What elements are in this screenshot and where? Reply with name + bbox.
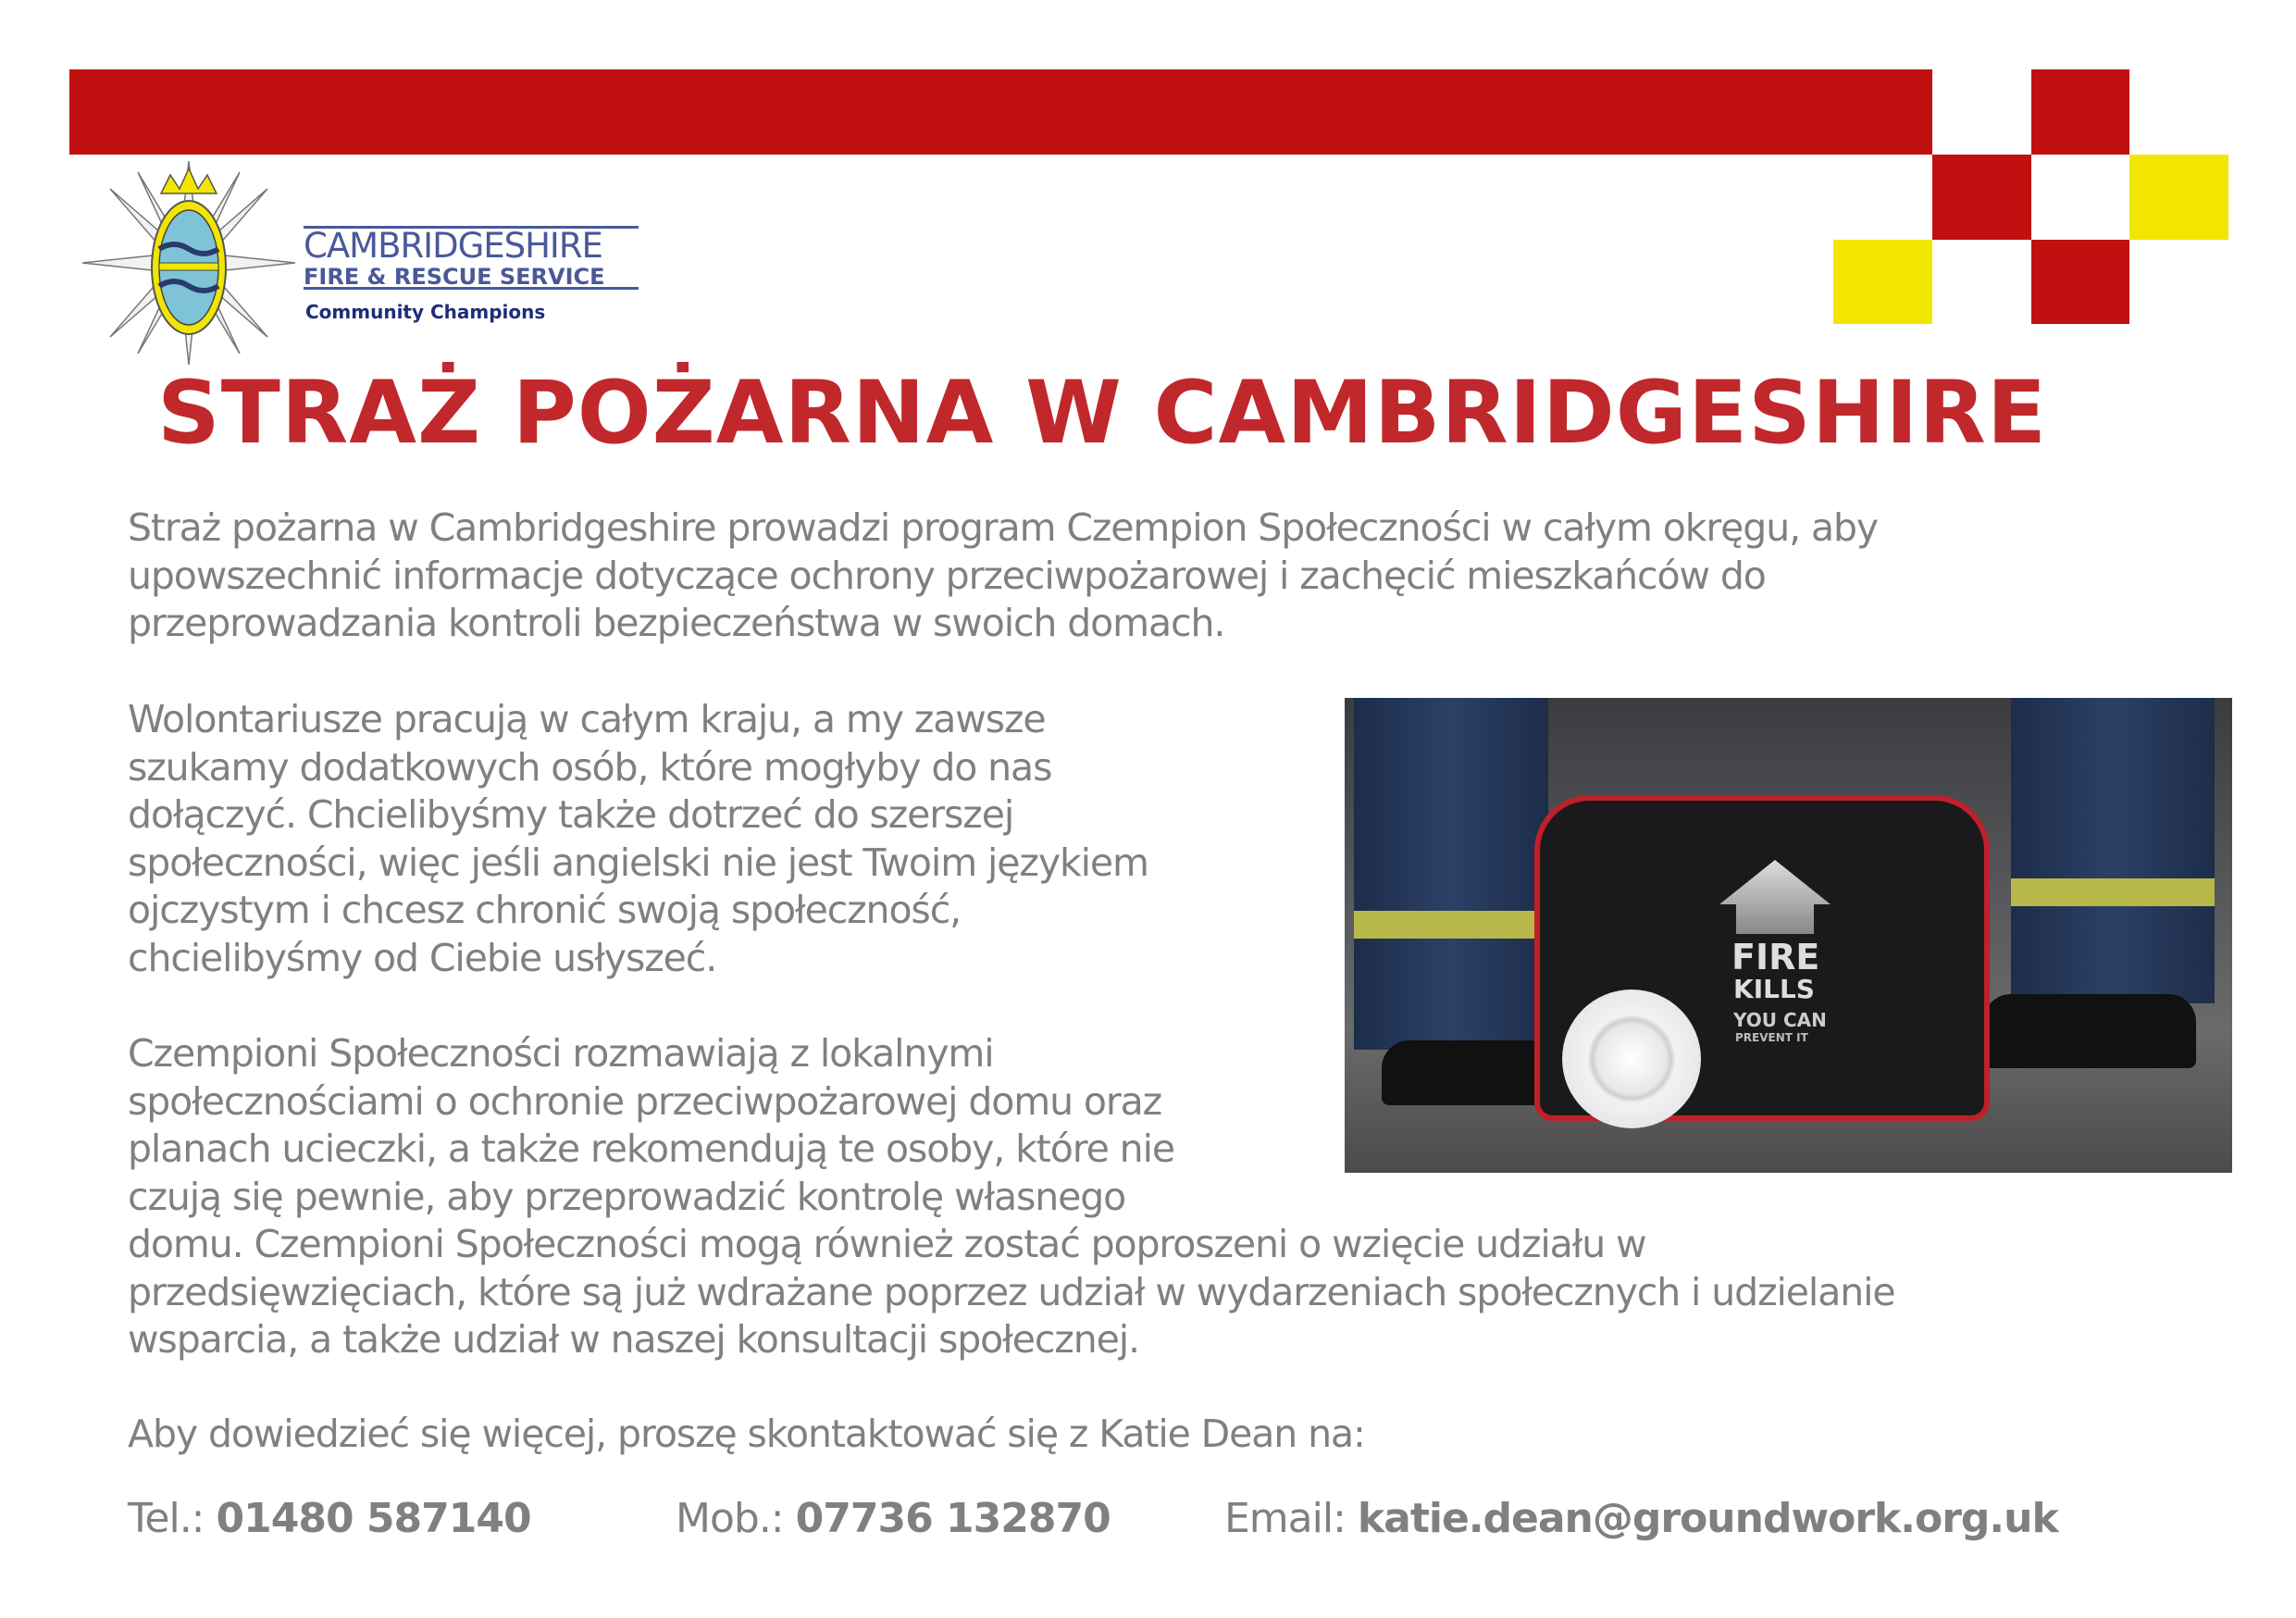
- text-line: szukamy dodatkowych osób, które mogłyby do nas: [128, 744, 1052, 790]
- contact-phone: [128, 1495, 531, 1542]
- contact-email: [1224, 1495, 2058, 1542]
- text-line: przeprowadzania kontroli bezpieczeństwa w swoich domach.: [128, 601, 1225, 645]
- mobile-number[interactable]: 07736 132870: [795, 1495, 1111, 1542]
- logo-org-subtitle: FIRE & RESCUE SERVICE: [304, 264, 605, 290]
- checker-square: [1932, 155, 2031, 240]
- text-line: domu. Czempioni Społeczności mogą również zostać poproszeni o wzięcie udziału w: [128, 1222, 1646, 1266]
- checker-square: [1833, 240, 1932, 324]
- phone-number[interactable]: 01480 587140: [216, 1495, 531, 1542]
- reflective-stripe: [1354, 911, 1548, 939]
- text-line: upowszechnić informacje dotyczące ochrony przeciwpożarowej i zachęcić mieszkańców do: [128, 553, 1766, 598]
- mobile-label: Mob.:: [676, 1495, 796, 1542]
- fire-kills-bag-photo: [1345, 698, 2232, 1173]
- intro-paragraph: [128, 504, 1878, 648]
- text-line: społeczności, więc jeśli angielski nie jest Twoim językiem: [128, 840, 1148, 885]
- text-line: wsparcia, a także udział w naszej konsultacji społecznej.: [128, 1317, 1139, 1362]
- text-line: ojczystym i chcesz chronić swoją społeczność,: [128, 888, 962, 932]
- text-line: Wolontariusze pracują w całym kraju, a my zawsze: [128, 697, 1046, 741]
- text-line: przedsięwzięciach, które są już wdrażane poprzez udział w wydarzeniach społecznych i udzielanie: [128, 1269, 1895, 1314]
- checker-square: [2129, 155, 2228, 240]
- text-line: czują się pewnie, aby przeprowadzić kontrolę własnego: [128, 1174, 1126, 1219]
- email-label: Email:: [1224, 1495, 1358, 1542]
- volunteers-paragraph: [128, 696, 1148, 982]
- fire-brigade-star-emblem-icon: [82, 161, 295, 365]
- boot: [1382, 1040, 1558, 1105]
- text-line: Czempioni Społeczności rozmawiają z lokalnymi: [128, 1031, 994, 1076]
- logo-program-name: Community Champions: [305, 301, 546, 323]
- contact-mobile: [676, 1495, 1111, 1542]
- contact-intro: [128, 1411, 1365, 1459]
- text-line: chcielibyśmy od Ciebie usłyszeć.: [128, 935, 717, 980]
- text-line: dołączyć. Chcielibyśmy także dotrzeć do szerszej: [128, 792, 1014, 837]
- phone-label: Tel.:: [128, 1495, 217, 1542]
- text-line: planach ucieczki, a także rekomendują te osoby, które nie: [128, 1126, 1174, 1171]
- reflective-stripe: [2011, 878, 2215, 906]
- text-line: Aby dowiedzieć się więcej, proszę skontaktować się z Katie Dean na:: [128, 1412, 1365, 1456]
- checker-square: [2031, 69, 2129, 155]
- bag-text-kills: KILLS: [1733, 974, 1815, 1004]
- smoke-alarm: [1562, 989, 1701, 1128]
- firefighter-leg: [1354, 698, 1548, 1050]
- bag-text-fire: FIRE: [1731, 937, 1820, 977]
- logo-org-name: CAMBRIDGESHIRE: [304, 226, 602, 266]
- page-title: STRAŻ POŻARNA W CAMBRIDGESHIRE: [157, 363, 2048, 464]
- bag-text-prevent: PREVENT IT: [1735, 1031, 1808, 1044]
- text-line: społecznościami o ochronie przeciwpożarowej domu oraz: [128, 1078, 1162, 1124]
- checker-square: [2031, 240, 2129, 324]
- header-red-bar: [69, 69, 1932, 155]
- bag-text-you-can: YOU CAN: [1733, 1009, 1827, 1031]
- boot: [1983, 994, 2196, 1068]
- text-line: Straż pożarna w Cambridgeshire prowadzi program Czempion Społeczności w całym okręgu, aby: [128, 505, 1879, 550]
- email-address[interactable]: katie.dean@groundwork.org.uk: [1357, 1495, 2058, 1542]
- firefighter-leg: [2011, 698, 2215, 1003]
